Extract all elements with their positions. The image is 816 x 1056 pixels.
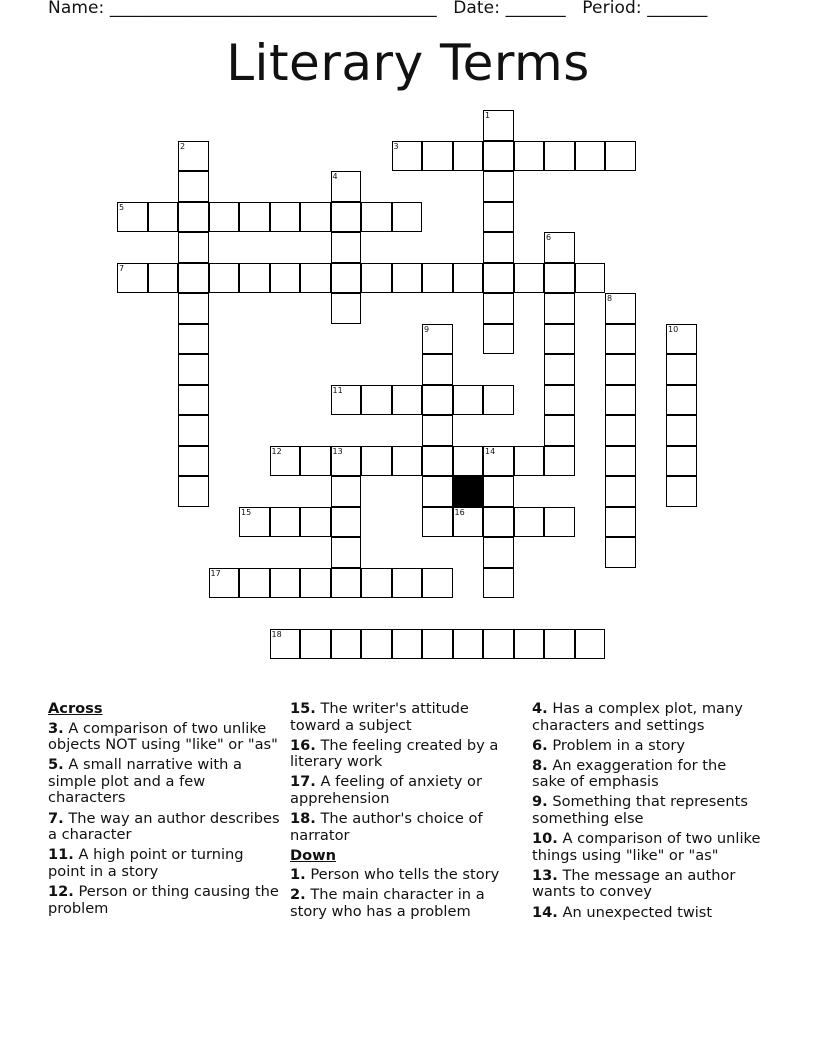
- cell-number: 2: [180, 141, 186, 151]
- crossword-cell[interactable]: [483, 507, 514, 538]
- crossword-cell[interactable]: [544, 141, 575, 172]
- date-field-label[interactable]: Date: _______: [453, 0, 566, 18]
- crossword-cell[interactable]: [483, 293, 514, 324]
- crossword-cell[interactable]: [209, 568, 240, 599]
- crossword-cell[interactable]: [605, 141, 636, 172]
- crossword-cell[interactable]: [544, 507, 575, 538]
- crossword-cell[interactable]: [544, 629, 575, 660]
- crossword-cell[interactable]: [331, 446, 362, 477]
- crossword-cell[interactable]: [239, 568, 270, 599]
- crossword-cell[interactable]: [422, 507, 453, 538]
- crossword-cell[interactable]: [361, 629, 392, 660]
- crossword-cell[interactable]: [361, 568, 392, 599]
- crossword-cell[interactable]: [300, 446, 331, 477]
- crossword-cell[interactable]: [331, 293, 362, 324]
- crossword-cell[interactable]: [544, 446, 575, 477]
- crossword-cell[interactable]: [483, 171, 514, 202]
- crossword-cell[interactable]: [270, 446, 301, 477]
- crossword-cell[interactable]: [666, 415, 697, 446]
- crossword-cell[interactable]: [178, 263, 209, 294]
- crossword-cell[interactable]: [605, 537, 636, 568]
- crossword-cell[interactable]: [666, 324, 697, 355]
- crossword-cell[interactable]: [666, 446, 697, 477]
- clues-column-1: [48, 701, 280, 921]
- crossword-cell[interactable]: [483, 324, 514, 355]
- clue-across-12: 12. Person or thing causing the problem: [48, 882, 279, 917]
- crossword-cell[interactable]: [148, 202, 179, 233]
- across-heading: Across: [48, 700, 103, 717]
- crossword-cell[interactable]: [514, 507, 545, 538]
- crossword-cell[interactable]: [270, 568, 301, 599]
- cell-number: 3: [393, 141, 399, 151]
- crossword-cell[interactable]: [575, 141, 606, 172]
- crossword-cell[interactable]: [483, 141, 514, 172]
- clue-down-4: 4. Has a complex plot, many characters and settings: [532, 700, 743, 734]
- crossword-cell[interactable]: [483, 263, 514, 294]
- crossword-cell[interactable]: [544, 385, 575, 416]
- clue-across-11: 11. A high point or turning point in a story: [48, 846, 244, 880]
- crossword-cell[interactable]: [422, 446, 453, 477]
- crossword-cell[interactable]: [270, 202, 301, 233]
- crossword-cell[interactable]: [117, 263, 148, 294]
- crossword-cell[interactable]: [514, 629, 545, 660]
- crossword-cell[interactable]: [300, 507, 331, 538]
- clue-down-10: 10. A comparison of two unlike things using "like" or "as": [532, 830, 761, 864]
- crossword-cell[interactable]: [392, 629, 423, 660]
- crossword-cell[interactable]: [178, 354, 209, 385]
- crossword-cell[interactable]: [178, 232, 209, 263]
- crossword-cell[interactable]: [209, 202, 240, 233]
- crossword-cell[interactable]: [178, 476, 209, 507]
- crossword-cell[interactable]: [483, 476, 514, 507]
- crossword-cell[interactable]: [361, 202, 392, 233]
- crossword-cell[interactable]: [514, 446, 545, 477]
- crossword-cell[interactable]: [605, 476, 636, 507]
- crossword-cell[interactable]: [453, 141, 484, 172]
- crossword-cell[interactable]: [666, 354, 697, 385]
- crossword-cell[interactable]: [483, 629, 514, 660]
- crossword-cell[interactable]: [178, 202, 209, 233]
- clue-down-14: 14. An unexpected twist: [532, 903, 713, 921]
- clue-across-18: 18. The author's choice of narrator: [290, 810, 483, 844]
- crossword-cell[interactable]: [361, 446, 392, 477]
- crossword-cell[interactable]: [239, 202, 270, 233]
- cell-number: 16: [454, 507, 465, 517]
- crossword-cell[interactable]: [239, 263, 270, 294]
- crossword-cell[interactable]: [331, 476, 362, 507]
- crossword-cell[interactable]: [666, 385, 697, 416]
- crossword-cell[interactable]: [331, 171, 362, 202]
- crossword-cell[interactable]: [422, 324, 453, 355]
- crossword-cell[interactable]: [483, 385, 514, 416]
- crossword-cell[interactable]: [361, 385, 392, 416]
- crossword-cell[interactable]: [483, 232, 514, 263]
- crossword-cell[interactable]: [392, 446, 423, 477]
- cell-number: 18: [271, 629, 282, 639]
- crossword-cell[interactable]: [270, 263, 301, 294]
- crossword-cell[interactable]: [422, 568, 453, 599]
- cell-number: 7: [119, 263, 125, 273]
- crossword-cell[interactable]: [392, 568, 423, 599]
- crossword-cell[interactable]: [453, 385, 484, 416]
- crossword-cell[interactable]: [605, 385, 636, 416]
- crossword-cell[interactable]: [300, 202, 331, 233]
- crossword-cell[interactable]: [270, 507, 301, 538]
- clue-down-9: 9. Something that represents something else: [532, 793, 748, 828]
- cell-number: 14: [485, 446, 496, 456]
- clue-down-1: 1. Person who tells the story: [290, 866, 500, 884]
- crossword-cell[interactable]: [483, 446, 514, 477]
- crossword-cell[interactable]: [605, 507, 636, 538]
- crossword-cell[interactable]: [605, 293, 636, 324]
- crossword-cell[interactable]: [117, 202, 148, 233]
- cell-number: 11: [332, 385, 343, 395]
- crossword-cell[interactable]: [666, 476, 697, 507]
- crossword-cell[interactable]: [392, 263, 423, 294]
- crossword-cell[interactable]: [392, 202, 423, 233]
- crossword-cell[interactable]: [148, 263, 179, 294]
- down-heading: Down: [290, 846, 337, 864]
- crossword-cell[interactable]: [178, 171, 209, 202]
- cell-number: 17: [210, 568, 221, 578]
- clue-across-7: 7. The way an author describes a character: [48, 809, 280, 844]
- crossword-cell[interactable]: [178, 385, 209, 416]
- crossword-cell[interactable]: [392, 385, 423, 416]
- cell-number: 8: [607, 294, 613, 303]
- crossword-cell[interactable]: [422, 629, 453, 660]
- crossword-cell[interactable]: [544, 263, 575, 294]
- crossword-cell[interactable]: [483, 568, 514, 599]
- clue-down-6: 6. Problem in a story: [532, 736, 686, 754]
- crossword-cell[interactable]: [453, 629, 484, 660]
- crossword-cell[interactable]: [483, 537, 514, 568]
- crossword-cell[interactable]: [300, 568, 331, 599]
- crossword-cell[interactable]: [605, 446, 636, 477]
- crossword-cell[interactable]: [209, 263, 240, 294]
- crossword-cell[interactable]: [514, 141, 545, 172]
- crossword-cell[interactable]: [331, 232, 362, 263]
- clue-down-8: 8. An exaggeration for the sake of emphasis: [532, 756, 727, 791]
- crossword-cell[interactable]: [605, 354, 636, 385]
- crossword-cell[interactable]: [544, 354, 575, 385]
- cell-number: 6: [546, 233, 552, 242]
- crossword-cell[interactable]: [178, 324, 209, 355]
- cell-number: 5: [119, 202, 125, 212]
- clue-across-15: 15. The writer's attitude toward a subject: [290, 700, 469, 734]
- cell-number: 9: [424, 324, 430, 334]
- crossword-cell[interactable]: [453, 446, 484, 477]
- page-title: Literary Terms: [226, 34, 590, 92]
- crossword-cell[interactable]: [544, 293, 575, 324]
- crossword-cell[interactable]: [178, 446, 209, 477]
- crossword-cell[interactable]: [422, 263, 453, 294]
- crossword-cell[interactable]: [300, 629, 331, 660]
- cell-number: 13: [332, 446, 343, 456]
- clue-across-3: 3. A comparison of two unlike objects NOT using "like" or "as": [48, 719, 278, 754]
- crossword-cell[interactable]: [178, 415, 209, 446]
- crossword-cell[interactable]: [178, 293, 209, 324]
- crossword-cell[interactable]: [331, 507, 362, 538]
- cell-number: 1: [485, 111, 491, 120]
- crossword-cell[interactable]: [422, 476, 453, 507]
- cell-number: 10: [668, 324, 679, 334]
- crossword-cell[interactable]: [575, 629, 606, 660]
- crossword-cell[interactable]: [422, 141, 453, 172]
- crossword-cell[interactable]: [300, 263, 331, 294]
- crossword-cell[interactable]: [544, 324, 575, 355]
- crossword-cell[interactable]: [239, 507, 270, 538]
- crossword-cell[interactable]: [422, 385, 453, 416]
- clue-across-16: 16. The feeling created by a literary work: [290, 736, 499, 771]
- cell-number: 15: [241, 507, 252, 517]
- cell-number: 4: [332, 172, 338, 181]
- crossword-cell[interactable]: [453, 507, 484, 538]
- crossword-cell[interactable]: [331, 202, 362, 233]
- crossword-cell[interactable]: [331, 629, 362, 660]
- clue-across-17: 17. A feeling of anxiety or apprehension: [290, 773, 482, 807]
- crossword-cell[interactable]: [331, 568, 362, 599]
- crossword-cell[interactable]: [331, 537, 362, 568]
- crossword-cell[interactable]: [422, 415, 453, 446]
- period-field-label[interactable]: Period: _______: [582, 0, 708, 18]
- crossword-cell[interactable]: [178, 141, 209, 172]
- clue-across-5: 5. A small narrative with a simple plot and a few characters: [48, 756, 242, 807]
- crossword-cell[interactable]: [270, 629, 301, 660]
- crossword-cell[interactable]: [331, 385, 362, 416]
- crossword-cell[interactable]: [575, 263, 606, 294]
- crossword-cell[interactable]: [453, 263, 484, 294]
- crossword-cell[interactable]: [605, 324, 636, 355]
- crossword-cell[interactable]: [514, 263, 545, 294]
- crossword-cell[interactable]: [361, 263, 392, 294]
- crossword-cell[interactable]: [331, 263, 362, 294]
- clue-down-13: 13. The message an author wants to convey: [532, 866, 736, 901]
- clue-down-2: 2. The main character in a story who has a problem: [290, 886, 485, 921]
- crossword-cell[interactable]: [422, 354, 453, 385]
- crossword-cell[interactable]: [544, 415, 575, 446]
- cell-number: 12: [271, 446, 282, 456]
- clues-column-3: [532, 701, 764, 925]
- crossword-cell[interactable]: [392, 141, 423, 172]
- clues-column-2: [290, 701, 522, 924]
- black-cell: [453, 476, 484, 507]
- crossword-cell[interactable]: [605, 415, 636, 446]
- crossword-cell[interactable]: [483, 202, 514, 233]
- crossword-cell[interactable]: [483, 110, 514, 141]
- crossword-cell[interactable]: [544, 232, 575, 263]
- name-field-label[interactable]: Name: ______________________________________: [48, 0, 437, 18]
